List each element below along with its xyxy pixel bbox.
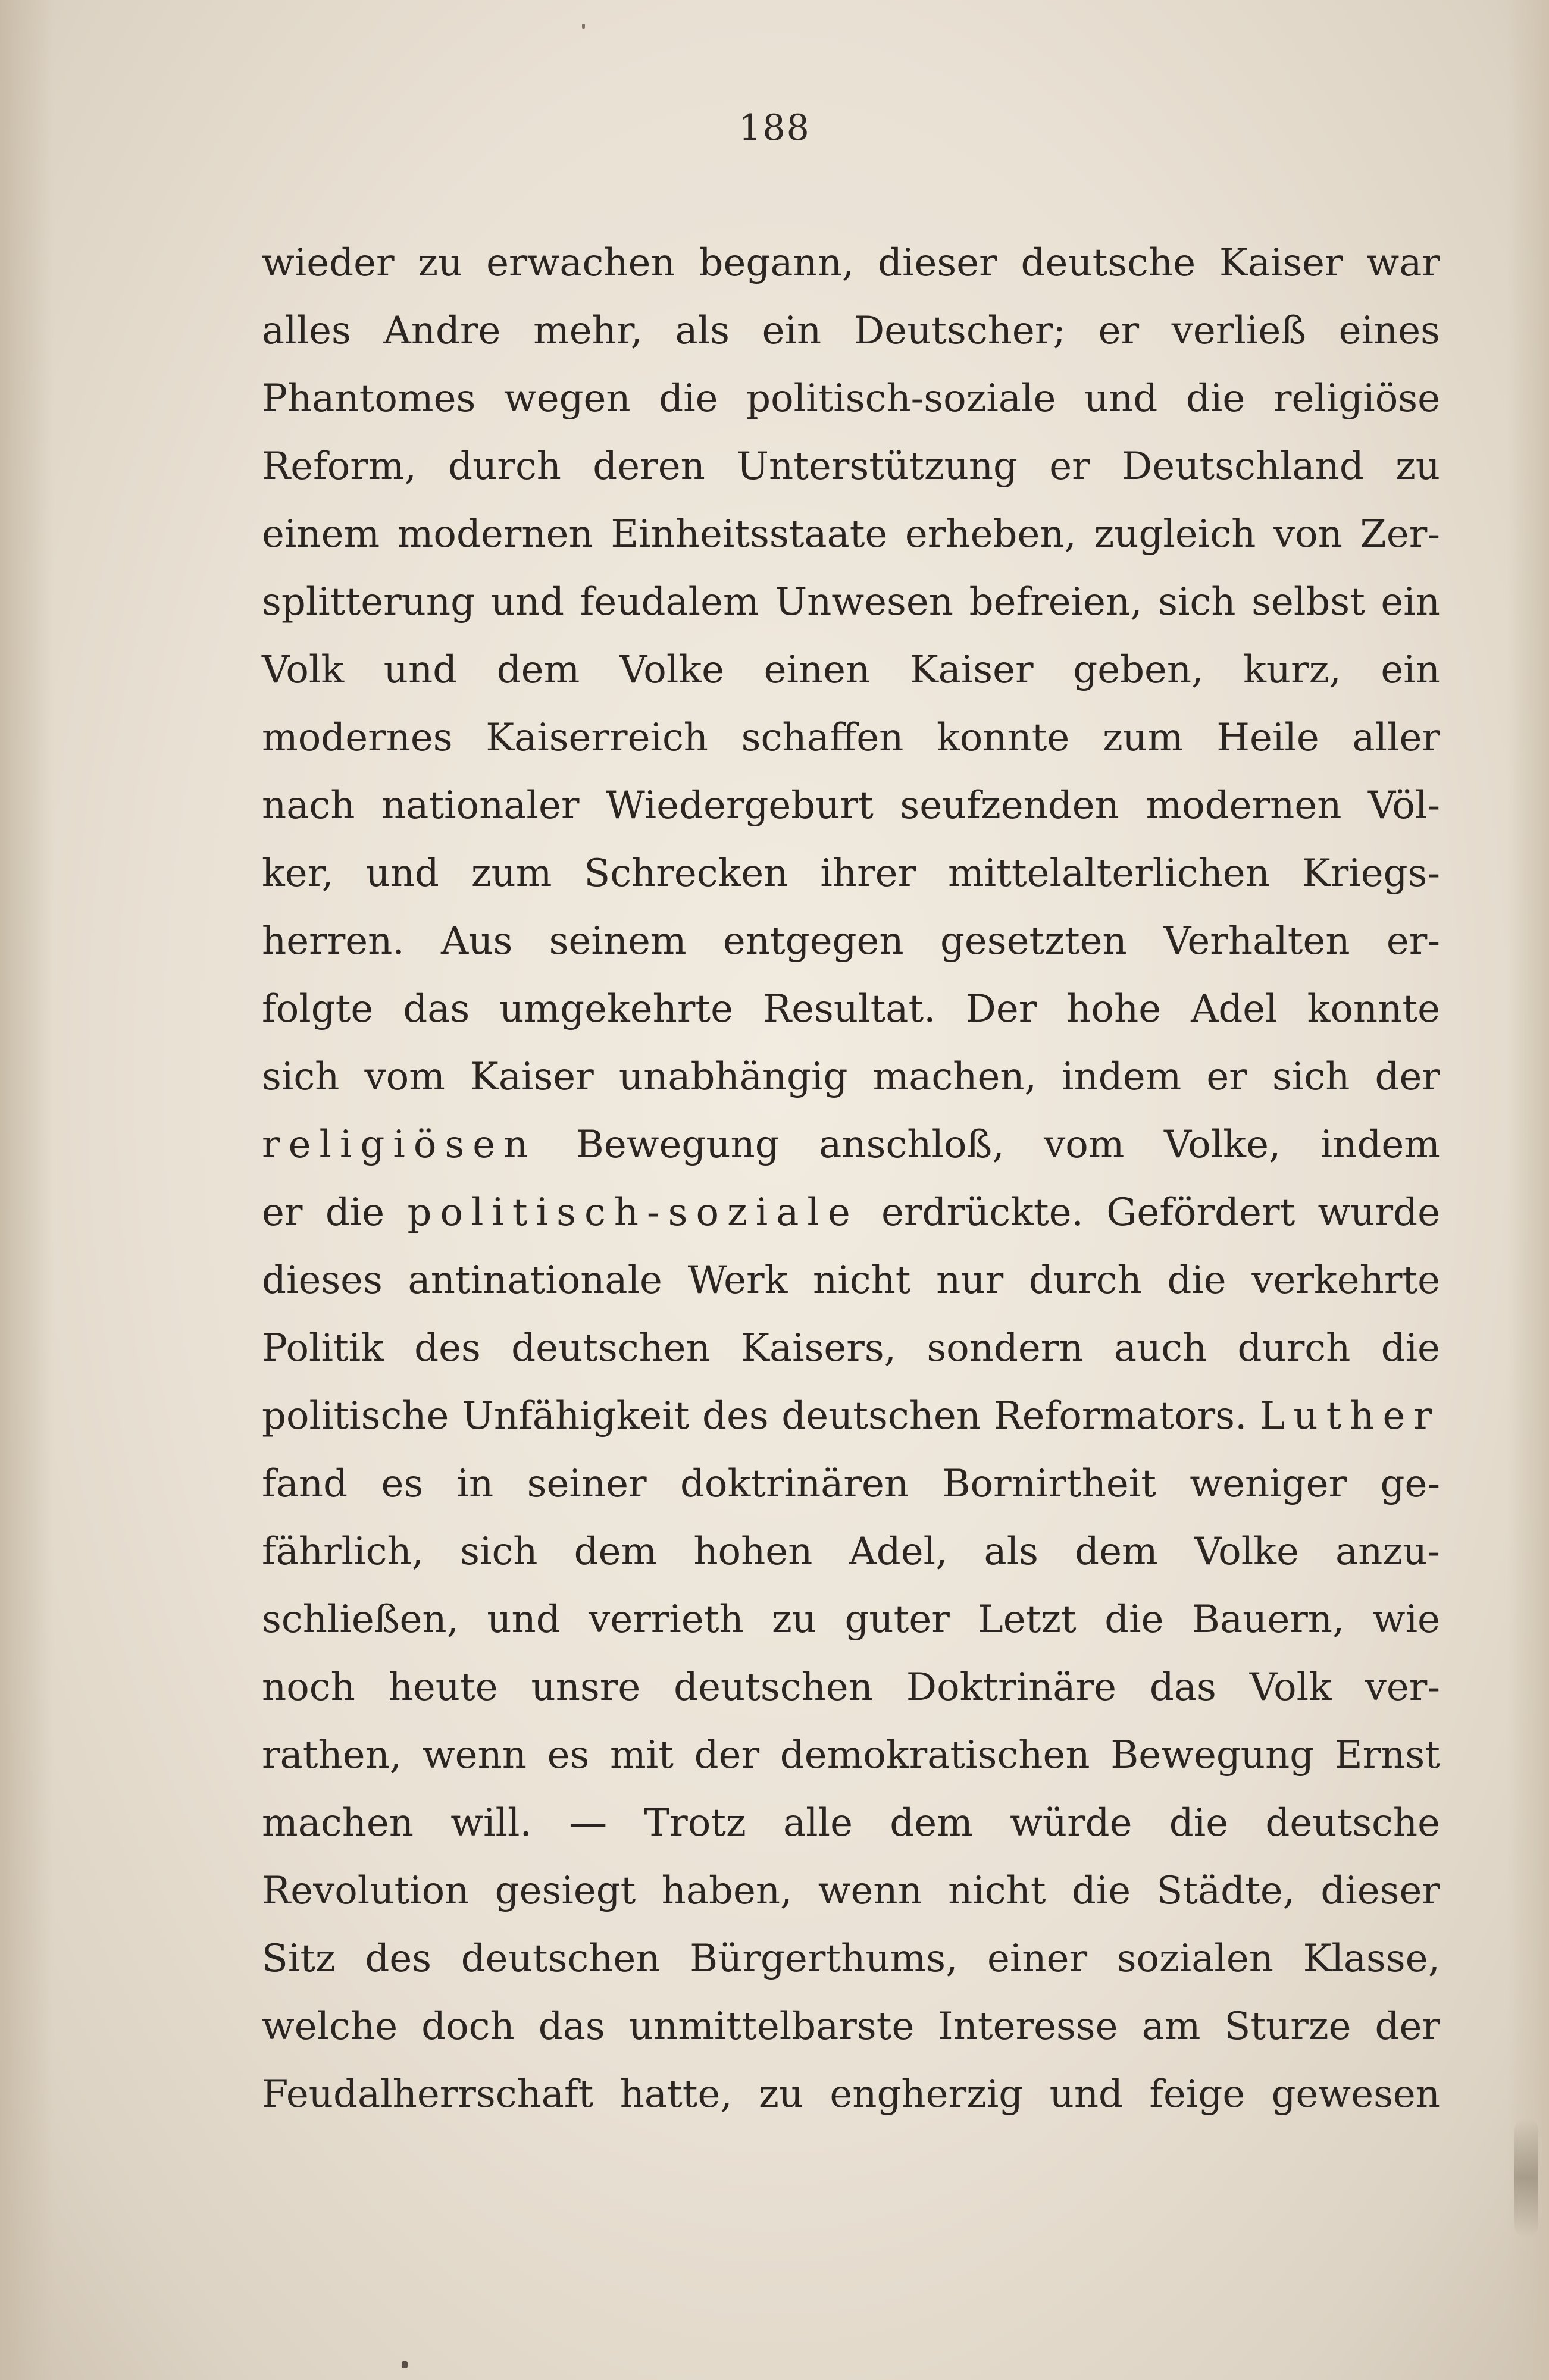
text-word: er <box>262 1191 303 1235</box>
text-word: deutschen <box>674 1665 873 1709</box>
text-line <box>262 1043 1440 1111</box>
text-word: wurde <box>1318 1191 1440 1235</box>
page-edge-shadow-right <box>1507 0 1549 2380</box>
text-line <box>262 1382 1440 1450</box>
text-word: deutschen <box>461 1937 661 1981</box>
text-word: Klasse, <box>1303 1937 1440 1981</box>
text-word: splitterung <box>262 580 475 624</box>
text-word: schaffen <box>741 716 904 760</box>
text-word: Der <box>965 987 1037 1031</box>
text-word: und <box>365 851 439 895</box>
text-word: feige <box>1149 2072 1246 2116</box>
text-word: indem <box>1062 1055 1182 1099</box>
text-word: rathen, <box>262 1733 402 1777</box>
text-word: deren <box>593 444 705 488</box>
text-word: ihrer <box>820 851 916 895</box>
text-word: Aus <box>441 919 513 963</box>
text-word: deutsche <box>1265 1801 1440 1845</box>
text-word: konnte <box>936 716 1070 760</box>
text-word: alles <box>262 309 351 353</box>
text-word: die <box>1071 1869 1131 1913</box>
text-word: kurz, <box>1243 648 1341 692</box>
text-word: Werk <box>687 1258 788 1302</box>
text-word: die <box>1381 1326 1440 1370</box>
text-word: religiöse <box>1273 377 1440 421</box>
text-word: herren. <box>262 919 405 963</box>
text-word: zu <box>418 241 463 285</box>
text-word: Trotz <box>644 1801 746 1845</box>
text-word: erdrückte. <box>881 1191 1084 1235</box>
text-word: wieder <box>262 241 395 285</box>
text-word: Doktrinäre <box>906 1665 1116 1709</box>
text-line <box>262 297 1440 365</box>
text-word: geben, <box>1073 648 1204 692</box>
text-word: Revolution <box>262 1869 470 1913</box>
text-word: Kaiser <box>909 648 1034 692</box>
text-word: Interesse <box>938 2005 1118 2049</box>
text-word: von <box>1273 512 1343 556</box>
text-word: das <box>1149 1665 1216 1709</box>
text-word: aller <box>1352 716 1440 760</box>
text-word: Sturze <box>1224 2005 1351 2049</box>
text-word: verließ <box>1171 309 1306 353</box>
text-word: in <box>456 1462 494 1506</box>
text-word: am <box>1141 2005 1201 2049</box>
text-word: dem <box>890 1801 973 1845</box>
text-word: deutschen <box>781 1394 981 1438</box>
text-word: Wiedergeburt <box>606 784 874 828</box>
text-word: hatte, <box>619 2072 733 2116</box>
text-word: nur <box>936 1258 1004 1302</box>
text-line <box>262 1925 1440 1993</box>
text-word: hohe <box>1066 987 1162 1031</box>
text-word: Luther <box>1259 1394 1440 1438</box>
text-line <box>262 1857 1440 1925</box>
text-word: mehr, <box>533 309 643 353</box>
text-word: selbst <box>1251 580 1365 624</box>
text-word: Sitz <box>262 1937 336 1981</box>
text-word: begann, <box>699 241 855 285</box>
text-word: politisch-soziale <box>407 1191 859 1235</box>
text-word: befreien, <box>969 580 1143 624</box>
text-word: antinationale <box>408 1258 662 1302</box>
text-word: die <box>659 377 718 421</box>
text-word: die <box>325 1191 385 1235</box>
text-word: auch <box>1113 1326 1207 1370</box>
text-word: er <box>1206 1055 1247 1099</box>
text-word: zugleich <box>1094 512 1256 556</box>
text-word: entgegen <box>722 919 904 963</box>
text-word: des <box>702 1394 769 1438</box>
page-stain <box>1514 2118 1538 2237</box>
text-word: demokratischen <box>780 1733 1090 1777</box>
text-word: unsre <box>531 1665 641 1709</box>
text-word: deutsche <box>1021 241 1196 285</box>
text-word: ein <box>1381 580 1440 624</box>
text-word: erwachen <box>486 241 675 285</box>
text-word: dem <box>496 648 580 692</box>
text-word: mittelalterlichen <box>948 851 1270 895</box>
text-word: gesiegt <box>495 1869 636 1913</box>
text-word: würde <box>1010 1801 1132 1845</box>
text-word: — <box>569 1801 608 1845</box>
text-word: sondern <box>927 1326 1084 1370</box>
text-word: Kaisers, <box>741 1326 897 1370</box>
text-word: er <box>1098 309 1140 353</box>
text-word: vom <box>364 1055 445 1099</box>
text-word: zu <box>772 1598 817 1642</box>
text-line <box>262 1450 1440 1518</box>
text-line <box>262 568 1440 636</box>
text-word: nationaler <box>381 784 580 828</box>
text-word: Unterstützung <box>737 444 1018 488</box>
text-word: nicht <box>813 1258 911 1302</box>
text-line <box>262 1314 1440 1382</box>
text-word: doch <box>421 2005 515 2049</box>
text-word: nicht <box>948 1869 1046 1913</box>
text-line <box>262 1179 1440 1247</box>
text-word: Bauern, <box>1191 1598 1345 1642</box>
text-line <box>262 433 1440 500</box>
text-word: zu <box>1395 444 1440 488</box>
text-word: die <box>1185 377 1246 421</box>
text-line <box>262 1247 1440 1314</box>
text-word: es <box>547 1733 590 1777</box>
text-word: das <box>403 987 470 1031</box>
text-word: des <box>414 1326 481 1370</box>
text-word: modernen <box>397 512 593 556</box>
text-word: alle <box>783 1801 853 1845</box>
text-word: Deutschland <box>1121 444 1364 488</box>
text-line <box>262 365 1440 433</box>
text-word: verkehrte <box>1251 1258 1440 1302</box>
text-word: ge- <box>1380 1462 1440 1506</box>
text-word: zum <box>471 851 552 895</box>
text-word: modernes <box>262 716 453 760</box>
text-line <box>262 704 1440 772</box>
text-word: seiner <box>527 1462 647 1506</box>
text-word: politische <box>262 1394 449 1438</box>
text-word: Unfähigkeit <box>461 1394 690 1438</box>
text-line <box>262 772 1440 840</box>
text-word: und <box>1084 377 1158 421</box>
text-word: und <box>383 648 458 692</box>
text-word: Völ- <box>1367 784 1440 828</box>
text-word: gesetzten <box>940 919 1127 963</box>
text-line <box>262 2060 1440 2128</box>
text-word: umgekehrte <box>499 987 733 1031</box>
text-line <box>262 1518 1440 1586</box>
text-word: Kaiser <box>1219 241 1343 285</box>
text-line <box>262 1654 1440 1721</box>
text-word: verrieth <box>589 1598 744 1642</box>
text-word: Andre <box>383 309 501 353</box>
text-word: welche <box>262 2005 398 2049</box>
text-word: Kaiser <box>470 1055 594 1099</box>
text-word: sich <box>460 1530 538 1574</box>
text-word: dem <box>574 1530 658 1574</box>
text-word: erheben, <box>905 512 1077 556</box>
text-word: wegen <box>503 377 631 421</box>
text-word: Deutscher; <box>853 309 1066 353</box>
text-word: die <box>1104 1598 1164 1642</box>
text-word: Zer- <box>1360 512 1440 556</box>
text-word: Volk <box>1249 1665 1332 1709</box>
text-word: modernen <box>1146 784 1342 828</box>
text-word: einer <box>987 1937 1088 1981</box>
text-word: als <box>675 309 730 353</box>
text-word: ver- <box>1365 1665 1440 1709</box>
text-word: durch <box>1028 1258 1142 1302</box>
text-word: Reform, <box>262 444 417 488</box>
body-text <box>262 229 1440 2128</box>
text-word: Bewegung <box>1110 1733 1315 1777</box>
text-word: Kriegs- <box>1301 851 1440 895</box>
text-line <box>262 1111 1440 1179</box>
text-word: weniger <box>1190 1462 1347 1506</box>
text-word: ein <box>1381 648 1440 692</box>
text-word: zu <box>759 2072 803 2116</box>
text-word: folgte <box>262 987 374 1031</box>
text-word: Heile <box>1216 716 1319 760</box>
text-word: einen <box>763 648 871 692</box>
text-line <box>262 1789 1440 1857</box>
text-word: Volke <box>1194 1530 1299 1574</box>
text-word: Bornirtheit <box>942 1462 1156 1506</box>
text-word: Phantomes <box>262 377 476 421</box>
text-word: Volk <box>262 648 345 692</box>
text-word: Volke, <box>1163 1123 1281 1167</box>
text-line <box>262 975 1440 1043</box>
text-word: mit <box>610 1733 674 1777</box>
text-word: unabhängig <box>618 1055 848 1099</box>
text-word: Unwesen <box>775 580 953 624</box>
text-line <box>262 500 1440 568</box>
text-word: dem <box>1075 1530 1158 1574</box>
text-word: Gefördert <box>1106 1191 1295 1235</box>
text-word: engherzig <box>830 2072 1024 2116</box>
text-word: das <box>538 2005 605 2049</box>
text-word: Einheitsstaate <box>611 512 888 556</box>
text-word: doktrinären <box>680 1462 909 1506</box>
text-word: ker, <box>262 851 334 895</box>
text-word: der <box>1375 1055 1440 1099</box>
text-word: nach <box>262 784 355 828</box>
text-word: Letzt <box>978 1598 1077 1642</box>
text-word: fand <box>262 1462 348 1506</box>
text-word: Volke <box>619 648 724 692</box>
text-word: Ernst <box>1334 1733 1440 1777</box>
text-word: Resultat. <box>762 987 936 1031</box>
text-word: haben, <box>661 1869 793 1913</box>
text-word: Reformators. <box>993 1394 1247 1438</box>
page-speck <box>582 24 585 29</box>
text-word: er- <box>1386 919 1440 963</box>
text-word: dieser <box>1320 1869 1440 1913</box>
text-word: indem <box>1320 1123 1440 1167</box>
text-word: politisch-soziale <box>746 377 1056 421</box>
text-word: der <box>1375 2005 1440 2049</box>
text-line <box>262 840 1440 907</box>
text-word: machen, <box>872 1055 1037 1099</box>
text-word: seufzenden <box>900 784 1119 828</box>
text-word: wie <box>1372 1598 1440 1642</box>
text-word: einem <box>262 512 380 556</box>
text-word: eines <box>1338 309 1440 353</box>
text-line <box>262 1993 1440 2060</box>
text-word: dieses <box>262 1258 383 1302</box>
text-word: Bewegung <box>575 1123 780 1167</box>
text-word: anschloß, <box>819 1123 1004 1167</box>
text-word: ein <box>762 309 822 353</box>
text-word: Bürgerthums, <box>690 1937 958 1981</box>
text-word: durch <box>1237 1326 1351 1370</box>
text-word: sich <box>1158 580 1236 624</box>
text-word: es <box>381 1462 424 1506</box>
text-word: fährlich, <box>262 1530 424 1574</box>
text-word: und <box>490 580 565 624</box>
page-edge-shadow-left <box>0 0 54 2380</box>
text-word: konnte <box>1307 987 1440 1031</box>
text-word: hohen <box>693 1530 813 1574</box>
text-word: des <box>365 1937 432 1981</box>
text-word: unmittelbarste <box>628 2005 915 2049</box>
text-word: religiösen <box>262 1123 537 1167</box>
text-word: wenn <box>818 1869 922 1913</box>
text-word: sich <box>1272 1055 1350 1099</box>
text-word: heute <box>388 1665 498 1709</box>
text-word: guter <box>844 1598 950 1642</box>
text-word: machen <box>262 1801 414 1845</box>
text-word: durch <box>448 444 561 488</box>
text-word: will. <box>450 1801 532 1845</box>
text-word: als <box>984 1530 1039 1574</box>
text-word: anzu- <box>1335 1530 1440 1574</box>
text-word: schließen, <box>262 1598 459 1642</box>
page-dot <box>402 2361 408 2368</box>
text-word: Adel, <box>849 1530 948 1574</box>
text-word: er <box>1049 444 1090 488</box>
text-word: dieser <box>878 241 997 285</box>
text-word: sozialen <box>1116 1937 1273 1981</box>
text-word: Schrecken <box>584 851 788 895</box>
text-line <box>262 1586 1440 1654</box>
text-word: Politik <box>262 1326 384 1370</box>
text-word: feudalem <box>580 580 759 624</box>
text-word: die <box>1169 1801 1229 1845</box>
text-word: seinem <box>549 919 687 963</box>
text-word: noch <box>262 1665 355 1709</box>
text-word: und <box>1049 2072 1123 2116</box>
text-word: Städte, <box>1156 1869 1295 1913</box>
text-word: Kaiserreich <box>486 716 708 760</box>
text-word: gewesen <box>1271 2072 1440 2116</box>
text-word: deutschen <box>511 1326 711 1370</box>
text-word: war <box>1366 241 1440 285</box>
text-line <box>262 1721 1440 1789</box>
text-word: die <box>1167 1258 1226 1302</box>
text-word: Feudalherrschaft <box>262 2072 594 2116</box>
text-line <box>262 229 1440 297</box>
text-word: Adel <box>1191 987 1278 1031</box>
text-word: wenn <box>422 1733 527 1777</box>
text-word: sich <box>262 1055 340 1099</box>
text-word: Verhalten <box>1163 919 1350 963</box>
text-line <box>262 907 1440 975</box>
text-word: zum <box>1102 716 1184 760</box>
text-word: und <box>487 1598 561 1642</box>
page-number: 188 <box>738 107 811 149</box>
text-line <box>262 636 1440 704</box>
text-word: vom <box>1044 1123 1125 1167</box>
text-word: der <box>694 1733 760 1777</box>
